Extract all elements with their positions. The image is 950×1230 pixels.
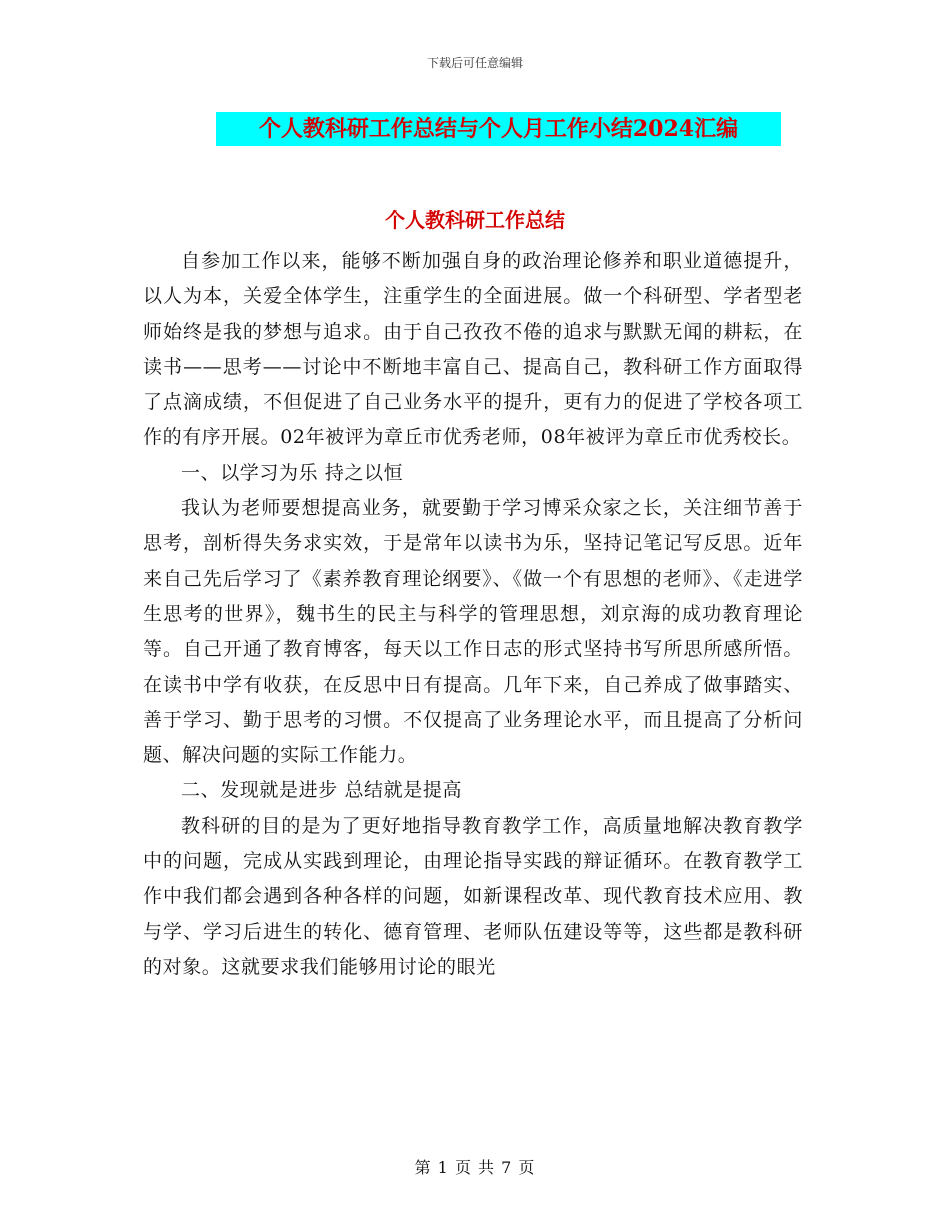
paragraph: 教科研的目的是为了更好地指导教育教学工作，高质量地解决教育教学中的问题，完成从实践到理论，由理论指导实践的辩证循环。在教育教学工作中我们都会遇到各种各样的问题，如新课程改革、现代教育技术应用、教与学、学习后进生的转化、德育管理、老师队伍建设等等，这些都是教科研的对象。这就要求我们能够用讨论的眼光 — [143, 814, 803, 978]
subheading: 一、以学习为乐 持之以恒 — [181, 461, 404, 484]
section-title: 个人教科研工作总结 — [385, 208, 565, 232]
document-title: 个人教科研工作总结与个人月工作小结2024汇编 — [216, 112, 781, 146]
paragraph: 我认为老师要想提高业务，就要勤于学习博采众家之长，关注细节善于思考，剖析得失务求实效，于是常年以读书为乐，坚持记笔记写反思。近年来自己先后学习了《素养教育理论纲要》、《做一个有思想的老师》、《走进学生思考的世界》，魏书生的民主与科学的管理思想，刘京海的成功教育理论等。自己开通了教育博客，每天以工作日志的形式坚持书写所思所感所悟。在读书中学有收获，在反思中日有提高。几年下来，自己养成了做事踏实、善于学习、勤于思考的习惯。不仅提高了业务理论水平，而且提高了分析问题、解决问题的实际工作能力。 — [143, 497, 803, 767]
document-body — [143, 244, 803, 985]
paragraph: 自参加工作以来，能够不断加强自身的政治理论修养和职业道德提升，以人为本，关爱全体学生，注重学生的全面进展。做一个科研型、学者型老师始终是我的梦想与追求。由于自己孜孜不倦的追求与默默无闻的耕耘，在读书——思考——讨论中不断地丰富自己、提高自己，教科研工作方面取得了点滴成绩，不但促进了自己业务水平的提升，更有力的促进了学校各项工作的有序开展。02年被评为章丘市优秀老师，08年被评为章丘市优秀校长。 — [143, 250, 803, 449]
subheading: 二、发现就是进步 总结就是提高 — [181, 779, 463, 802]
header-note: 下载后可任意编辑 — [426, 56, 523, 70]
page-number-footer: 第 1 页 共 7 页 — [414, 1158, 536, 1177]
